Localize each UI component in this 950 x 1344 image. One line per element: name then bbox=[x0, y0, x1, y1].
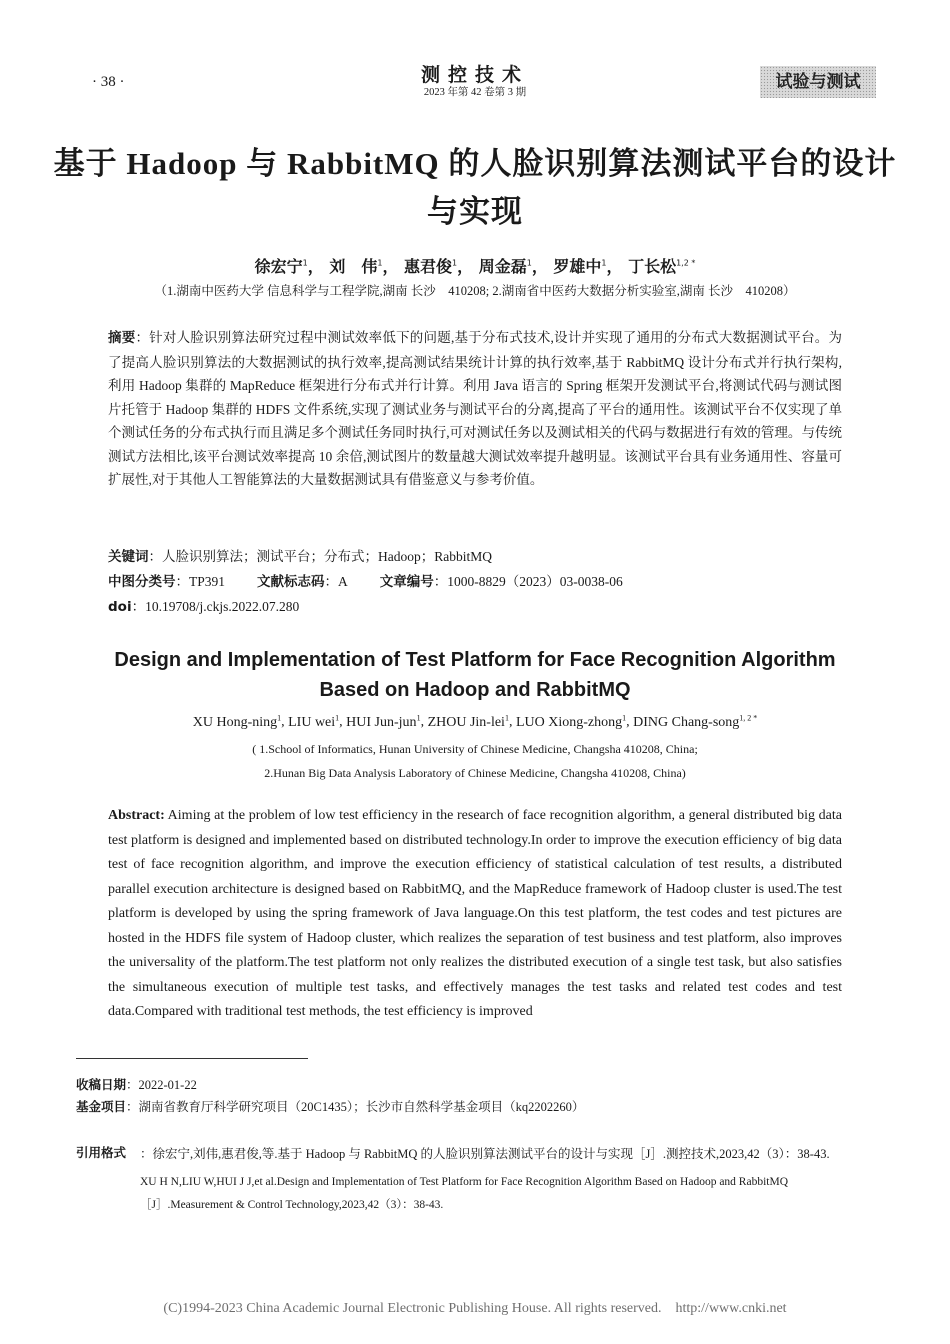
keywords: 关键词：人脸识别算法；测试平台；分布式；Hadoop；RabbitMQ bbox=[108, 549, 492, 565]
author-cn: 罗雄中$^1$ bbox=[553, 257, 607, 276]
section-tag: 试验与测试 bbox=[760, 66, 876, 98]
citation-format bbox=[76, 1143, 876, 1217]
author-en: XU Hong-ning$^1$ bbox=[192, 713, 282, 730]
footnote-divider bbox=[76, 1058, 308, 1059]
abstract-cn bbox=[108, 326, 842, 492]
author-cn: 丁长松$^{1,2 *}$ bbox=[628, 257, 696, 276]
doi: doi：10.19708/j.ckjs.2022.07.280 bbox=[108, 599, 300, 615]
abstract-en-text: Aiming at the problem of low test efficiency in the research of face recognition algorithm, a general distributed big data test platform is designed and implemented based on distributed technology.In order to improve the execution efficiency of big data test of face recognition algorithm, and improve the execution efficiency of statistical calculation of test results, a distributed parallel execution architecture is designed based on RabbitMQ, and the MapReduce framework of Hadoop cluster is used.The test platform is developed by using the spring framework of Java language.On this test platform, the test codes and test pictures are hosted in the HDFS file system of Hadoop cluster, which realizes the separation of test business and test platform, also improves the universality of the platform.The test platform not only realizes the distributed execution of a single test task, but also satisfies the simultaneous execution of multiple test tasks, and effectively manages the test tasks and related test codes and test data.Compared with traditional test methods, the test efficiency is improved bbox=[108, 808, 842, 1019]
page-number: · 38 · bbox=[92, 74, 125, 90]
abstract-cn-text: ：针对人脸识别算法研究过程中测试效率低下的问题,基于分布式技术,设计并实现了通用的分布式大数据测试平台。为了提高人脸识别算法的大数据测试的执行效率,提高测试结果统计计算的执行效率,基于 RabbitMQ 设计分布式并行执行架构,利用 Hadoop 集群的 MapReduce 框架进行分布式并行计算。利用 Java 语言的 Spring 框架开发测试平台,将测试代码与测试图片托管于 Hadoop 集群的 HDFS 文件系统,实现了测试业务与测试平台的分离,提高了平台的通用性。该测试平台不仅实现了单个测试任务的分布式执行而且满足多个测试任务同时执行,可对测试任务以及测试相关的代码与数据进行有效的管理。与传统测试方法相比,该平台测试效率提高 10 余倍,测试图片的数量越大测试效率提升越明显。该测试平台具有业务通用性、容量可扩展性,对于其他人工智能算法的大量数据测试具有借鉴意义与参考价值。 bbox=[108, 330, 843, 487]
author-en: ZHOU Jin-lei$^1$ bbox=[427, 713, 509, 730]
author-en: DING Chang-song$^{1, 2 *}$ bbox=[633, 713, 758, 730]
abstract-en bbox=[108, 804, 842, 1025]
document-code: ：A bbox=[324, 574, 348, 589]
author-cn: 徐宏宁$^1$ bbox=[254, 257, 308, 276]
affiliation-cn: （1.湖南中医药大学 信息科学与工程学院,湖南 长沙 410208; 2.湖南省中医药大数据分析实验室,湖南 长沙 410208） bbox=[154, 284, 796, 298]
copyright-footer: (C)1994-2023 China Academic Journal Electronic Publishing House. All rights reserved. http://www.cnki.net bbox=[163, 1301, 787, 1316]
author-list-cn: 徐宏宁$^1$， 刘 伟$^1$， 惠君俊$^1$， 周金磊$^1$， 罗雄中$^1$， 丁长松$^{1,2 *}$ bbox=[254, 257, 696, 276]
author-list-en: XU Hong-ning$^1$, LIU wei$^1$, HUI Jun-jun$^1$, ZHOU Jin-lei$^1$, LUO Xiong-zhong$^1$, DING Chang-song$^{1, 2 *}$ bbox=[192, 713, 758, 730]
paper-title-cn: 基于 Hadoop 与 RabbitMQ 的人脸识别算法测试平台的设计与实现 bbox=[53, 146, 897, 229]
journal-name: 测控技术 bbox=[420, 65, 529, 86]
citation-en: XU H N,LIU W,HUI J J,et al.Design and Implementation of Test Platform for Face Recognition Algorithm Based on Hadoop and RabbitMQ［J］.Measurement & Control Technology,2023,42（3）：38-43. bbox=[140, 1176, 788, 1211]
journal-issue: 2023 年第 42 卷第 3 期 bbox=[423, 87, 527, 98]
classification-line: 中图分类号：TP391 文献标志码：A 文章编号：1000-8829（2023）03-0038-06 bbox=[108, 574, 623, 590]
citation-label: 引用格式 bbox=[76, 1145, 127, 1160]
author-en: LIU wei$^1$ bbox=[288, 713, 340, 730]
received-date: 收稿日期：2022-01-22 bbox=[76, 1077, 197, 1092]
author-en: LUO Xiong-zhong$^1$ bbox=[515, 713, 627, 730]
author-cn: 周金磊$^1$ bbox=[478, 257, 532, 276]
author-en: HUI Jun-jun$^1$ bbox=[346, 713, 421, 730]
abstract-cn-label: 摘要 bbox=[108, 330, 136, 346]
article-number: ：1000-8829（2023）03-0038-06 bbox=[433, 574, 623, 589]
fund-project: 基金项目：湖南省教育厅科学研究项目（20C1435）；长沙市自然科学基金项目（kq2202260） bbox=[76, 1099, 585, 1114]
citation-cn: ：徐宏宁,刘伟,惠君俊,等.基于 Hadoop 与 RabbitMQ 的人脸识别算法测试平台的设计与实现［J］.测控技术,2023,42（3）：38-43. bbox=[140, 1147, 830, 1161]
clc-number: ：TP391 bbox=[175, 574, 226, 589]
author-cn: 刘 伟$^1$ bbox=[329, 257, 383, 276]
author-cn: 惠君俊$^1$ bbox=[404, 257, 458, 276]
paper-title-en: Design and Implementation of Test Platform for Face Recognition Algorithm Based on Hadoop and RabbitMQ bbox=[114, 649, 836, 701]
abstract-en-label: Abstract: bbox=[108, 808, 165, 823]
affiliation-en: ( 1.School of Informatics, Hunan University of Chinese Medicine, Changsha 410208, China; 2.Hunan Big Data Analysis Laboratory of Chinese Medicine, Changsha 410208, China) bbox=[252, 742, 698, 780]
